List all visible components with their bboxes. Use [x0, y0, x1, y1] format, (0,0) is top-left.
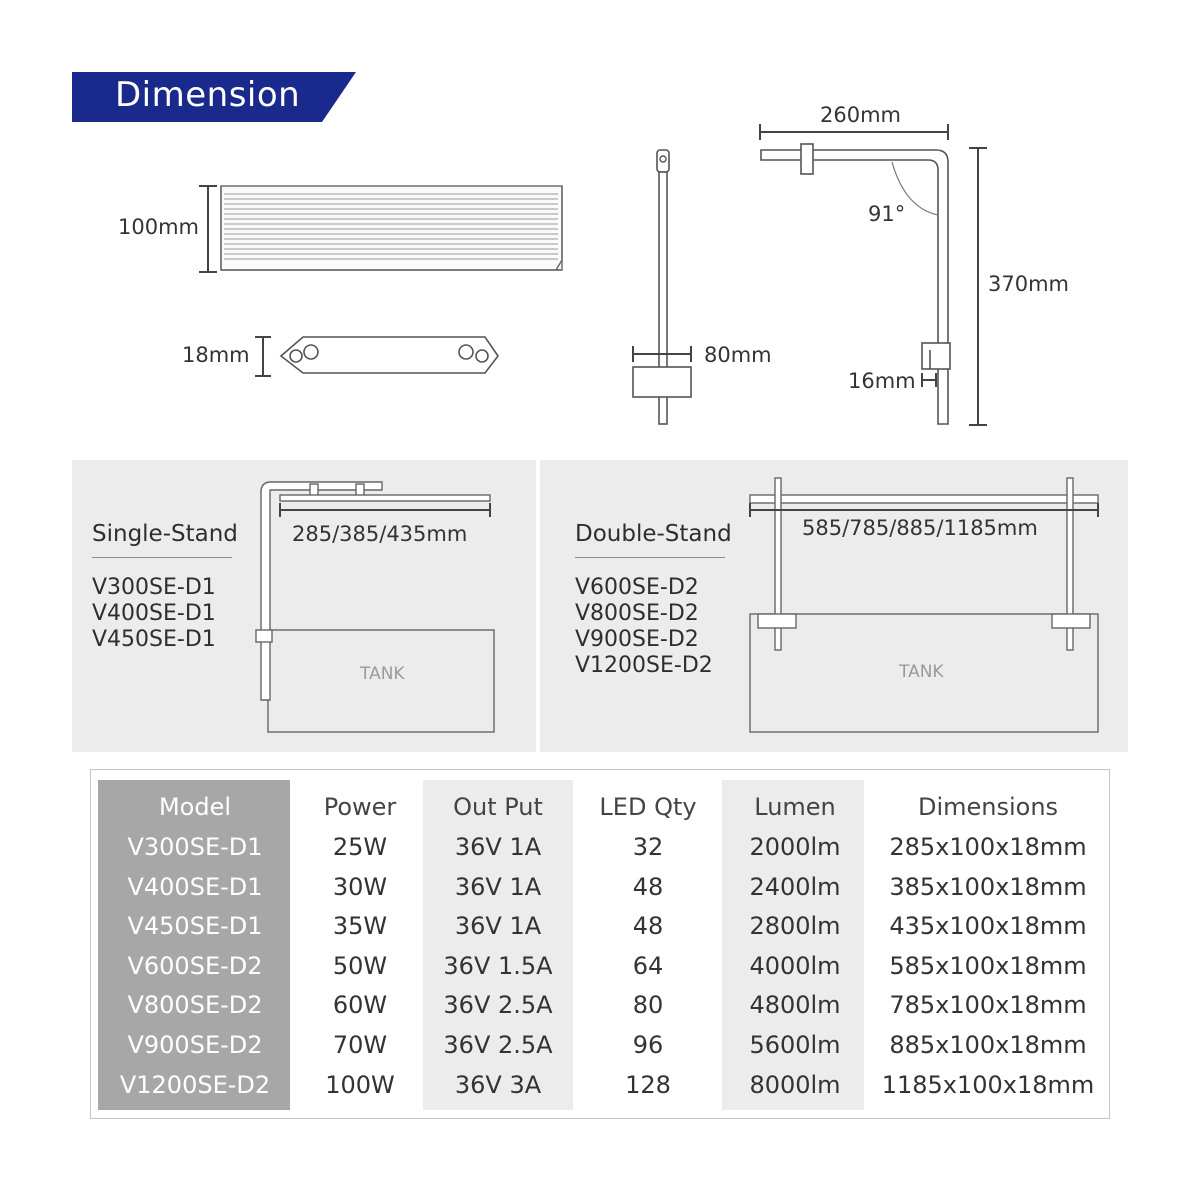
thickness-dimension-line [255, 337, 271, 376]
cell-dimensions: 885x100x18mm [889, 1031, 1087, 1059]
cell-lumen: 2800lm [749, 912, 841, 941]
cell-model: V300SE-D1 [127, 833, 263, 861]
single-stand-title: Single-Stand [92, 521, 238, 547]
height-label: 100mm [118, 215, 199, 239]
cell-dimensions: 785x100x18mm [889, 991, 1087, 1020]
cell-power: 60W [332, 991, 388, 1020]
spec-table [90, 769, 1110, 1119]
cell-led-qty: 48 [632, 872, 664, 901]
cell-dimensions: 585x100x18mm [889, 951, 1087, 980]
banner-title: Dimension [115, 75, 301, 115]
angle-label: 91° [868, 202, 906, 226]
header-model: Model [158, 793, 232, 821]
single-tank-label: TANK [360, 664, 405, 684]
header-power: Power [323, 793, 397, 821]
clamp-width-label: 16mm [848, 369, 916, 393]
cell-power: 30W [332, 872, 388, 901]
double-model-4: V1200SE-D2 [575, 653, 713, 678]
cell-power: 25W [332, 833, 388, 861]
cell-model: V450SE-D1 [127, 912, 263, 941]
cell-power: 35W [332, 912, 388, 941]
double-tank-label: TANK [899, 662, 944, 682]
cell-lumen: 8000lm [749, 1070, 841, 1099]
double-model-2: V800SE-D2 [575, 601, 699, 626]
cell-model: V800SE-D2 [127, 991, 263, 1020]
single-model-1: V300SE-D1 [92, 575, 216, 600]
single-length-label: 285/385/435mm [292, 522, 468, 546]
header-dimensions: Dimensions [917, 793, 1059, 821]
single-length-dimension-line [280, 503, 490, 517]
double-model-3: V900SE-D2 [575, 627, 699, 652]
double-length-dimension-line [750, 503, 1098, 517]
double-length-label: 585/785/885/1185mm [802, 516, 1038, 540]
single-model-2: V400SE-D1 [92, 601, 216, 626]
stand-front-view [633, 150, 691, 424]
cell-power: 100W [325, 1070, 395, 1099]
model-column-band [98, 780, 290, 1110]
header-output: Out Put [453, 793, 543, 821]
stand-height-dimension-line [969, 148, 987, 425]
cell-lumen: 2000lm [749, 833, 841, 861]
cell-output: 36V 2.5A [443, 1031, 553, 1059]
cell-dimensions: 385x100x18mm [889, 872, 1087, 901]
clamp-width-dimension-line [922, 373, 936, 387]
height-dimension-line [199, 186, 217, 272]
header-led-qty: LED Qty [599, 793, 697, 821]
cell-lumen: 4800lm [749, 991, 841, 1020]
single-stand-rule [92, 557, 232, 558]
thickness-label: 18mm [182, 343, 250, 367]
arm-length-label: 260mm [820, 103, 901, 127]
single-model-3: V450SE-D1 [92, 627, 216, 652]
cell-led-qty: 96 [632, 1031, 664, 1059]
cell-output: 36V 2.5A [443, 991, 553, 1020]
cell-lumen: 5600lm [749, 1031, 841, 1059]
cell-model: V600SE-D2 [127, 951, 263, 980]
single-light-bar [280, 495, 490, 501]
cell-led-qty: 32 [632, 833, 664, 861]
cell-dimensions: 1185x100x18mm [881, 1070, 1095, 1099]
cell-output: 36V 1A [454, 833, 542, 861]
cell-output: 36V 3A [454, 1070, 542, 1099]
cell-model: V400SE-D1 [127, 872, 263, 901]
output-column-band [423, 780, 573, 1110]
double-light-bar [750, 495, 1098, 503]
cell-led-qty: 128 [625, 1070, 671, 1099]
cell-led-qty: 64 [632, 951, 664, 980]
double-stand-title: Double-Stand [575, 521, 732, 547]
double-stand-rule [575, 557, 725, 558]
cell-model: V1200SE-D2 [119, 1070, 271, 1099]
cell-dimensions: 435x100x18mm [889, 912, 1087, 941]
lumen-column-band [722, 780, 864, 1110]
cell-output: 36V 1A [454, 912, 542, 941]
cell-power: 70W [332, 1031, 388, 1059]
cell-dimensions: 285x100x18mm [889, 833, 1087, 861]
bar-width-label: 80mm [704, 343, 772, 367]
cell-led-qty: 48 [632, 912, 664, 941]
cell-led-qty: 80 [632, 991, 664, 1020]
header-lumen: Lumen [754, 793, 836, 821]
cell-output: 36V 1A [454, 872, 542, 901]
double-model-1: V600SE-D2 [575, 575, 699, 600]
cell-model: V900SE-D2 [127, 1031, 263, 1059]
cell-output: 36V 1.5A [443, 951, 553, 980]
cell-power: 50W [332, 951, 388, 980]
cell-lumen: 2400lm [749, 872, 841, 901]
cell-lumen: 4000lm [749, 951, 841, 980]
stand-height-label: 370mm [988, 272, 1069, 296]
